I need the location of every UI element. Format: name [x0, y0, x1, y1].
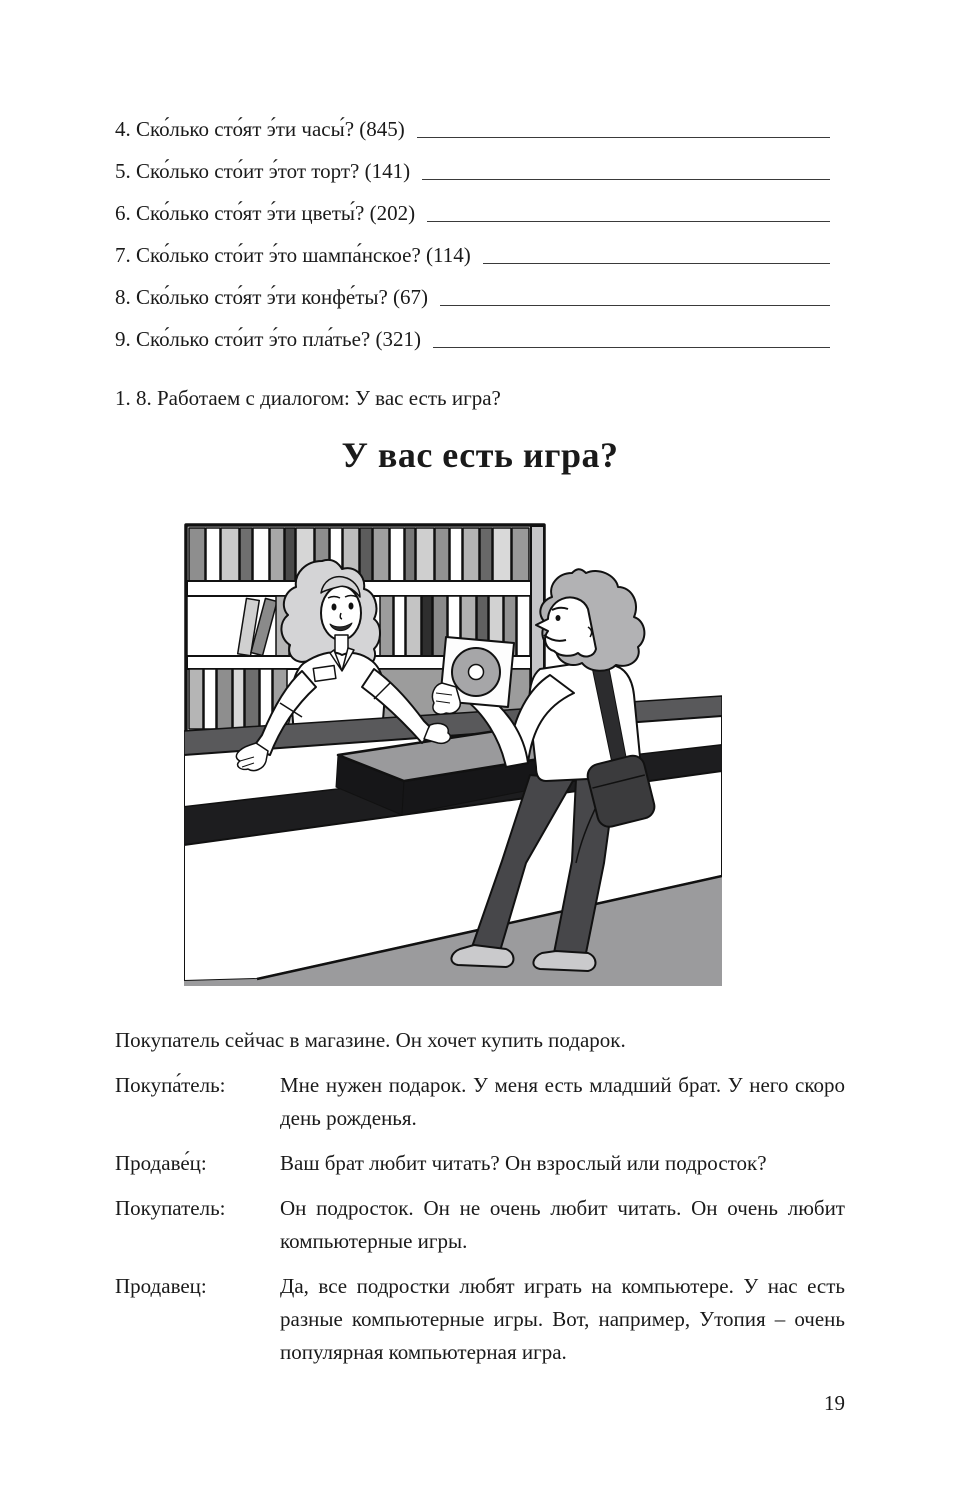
dialogue-block	[115, 1069, 845, 1369]
speaker-label: Покупа́тель:	[115, 1073, 226, 1097]
dialog-title: У вас есть игра?	[341, 435, 619, 475]
store-counter-scene	[184, 523, 722, 986]
speaker-label: Продавец:	[115, 1274, 207, 1298]
exercise-question-text: 4. Ско́лько сто́ят э́ти часы́? (845)	[115, 117, 405, 141]
exercise-question-text: 6. Ско́лько сто́ят э́ти цветы́? (202)	[115, 201, 416, 225]
speech-text: Он подросток. Он не очень любит читать. Он очень любит компьютерные игры.	[280, 1196, 845, 1253]
exercise-question-text: 9. Ско́лько сто́ит э́то пла́тье? (321)	[115, 327, 421, 351]
speech-text: Да, все подростки любят играть на компьютере. У нас есть разные компьютерные игры. Вот, например, Утопия – очень популярная компьютерная игра.	[280, 1274, 845, 1364]
speaker-label: Покупатель:	[115, 1196, 226, 1220]
answer-blank-line	[440, 305, 830, 306]
speech-text: Ваш брат любит читать? Он взрослый или подросток?	[280, 1151, 767, 1175]
dialogue-row	[115, 1069, 845, 1135]
answer-blank-line	[483, 263, 830, 264]
exercise-question-row	[115, 226, 845, 268]
customer-hand	[432, 683, 460, 714]
answer-blank-line	[422, 179, 830, 180]
exercise-question-row	[115, 184, 845, 226]
name-badge	[313, 666, 336, 682]
dialogue-row	[115, 1147, 845, 1180]
dialogue-row	[115, 1270, 845, 1369]
exercise-question-row	[115, 310, 845, 352]
dialogue-intro: Покупатель сейчас в магазине. Он хочет купить подарок.	[115, 1028, 626, 1052]
speech-text: Мне нужен подарок. У меня есть младший брат. У него скоро день рожденья.	[280, 1073, 845, 1130]
exercise-question-text: 8. Ско́лько сто́ят э́ти конфе́ты? (67)	[115, 285, 429, 309]
answer-blank-line	[433, 347, 830, 348]
page-number: 19	[824, 1391, 845, 1415]
customer-shoe	[451, 945, 513, 967]
store-scene-illustration	[184, 523, 722, 986]
answer-blank-line	[417, 137, 830, 138]
cd-disc-hole	[469, 665, 484, 680]
exercise-question-row	[115, 268, 845, 310]
customer-shoe	[533, 951, 595, 971]
exercise-question-text: 5. Ско́лько сто́ит э́тот торт? (141)	[115, 159, 411, 183]
exercise-question-row	[115, 100, 845, 142]
speaker-label: Продаве́ц:	[115, 1151, 207, 1175]
dialogue-row	[115, 1192, 845, 1258]
exercise-list	[115, 100, 845, 352]
exercise-question-text: 7. Ско́лько сто́ит э́то шампа́нское? (114)	[115, 243, 471, 267]
exercise-question-row	[115, 142, 845, 184]
section-heading: 1. 8. Работаем с диалогом: У вас есть игра?	[115, 386, 501, 410]
answer-blank-line	[427, 221, 830, 222]
